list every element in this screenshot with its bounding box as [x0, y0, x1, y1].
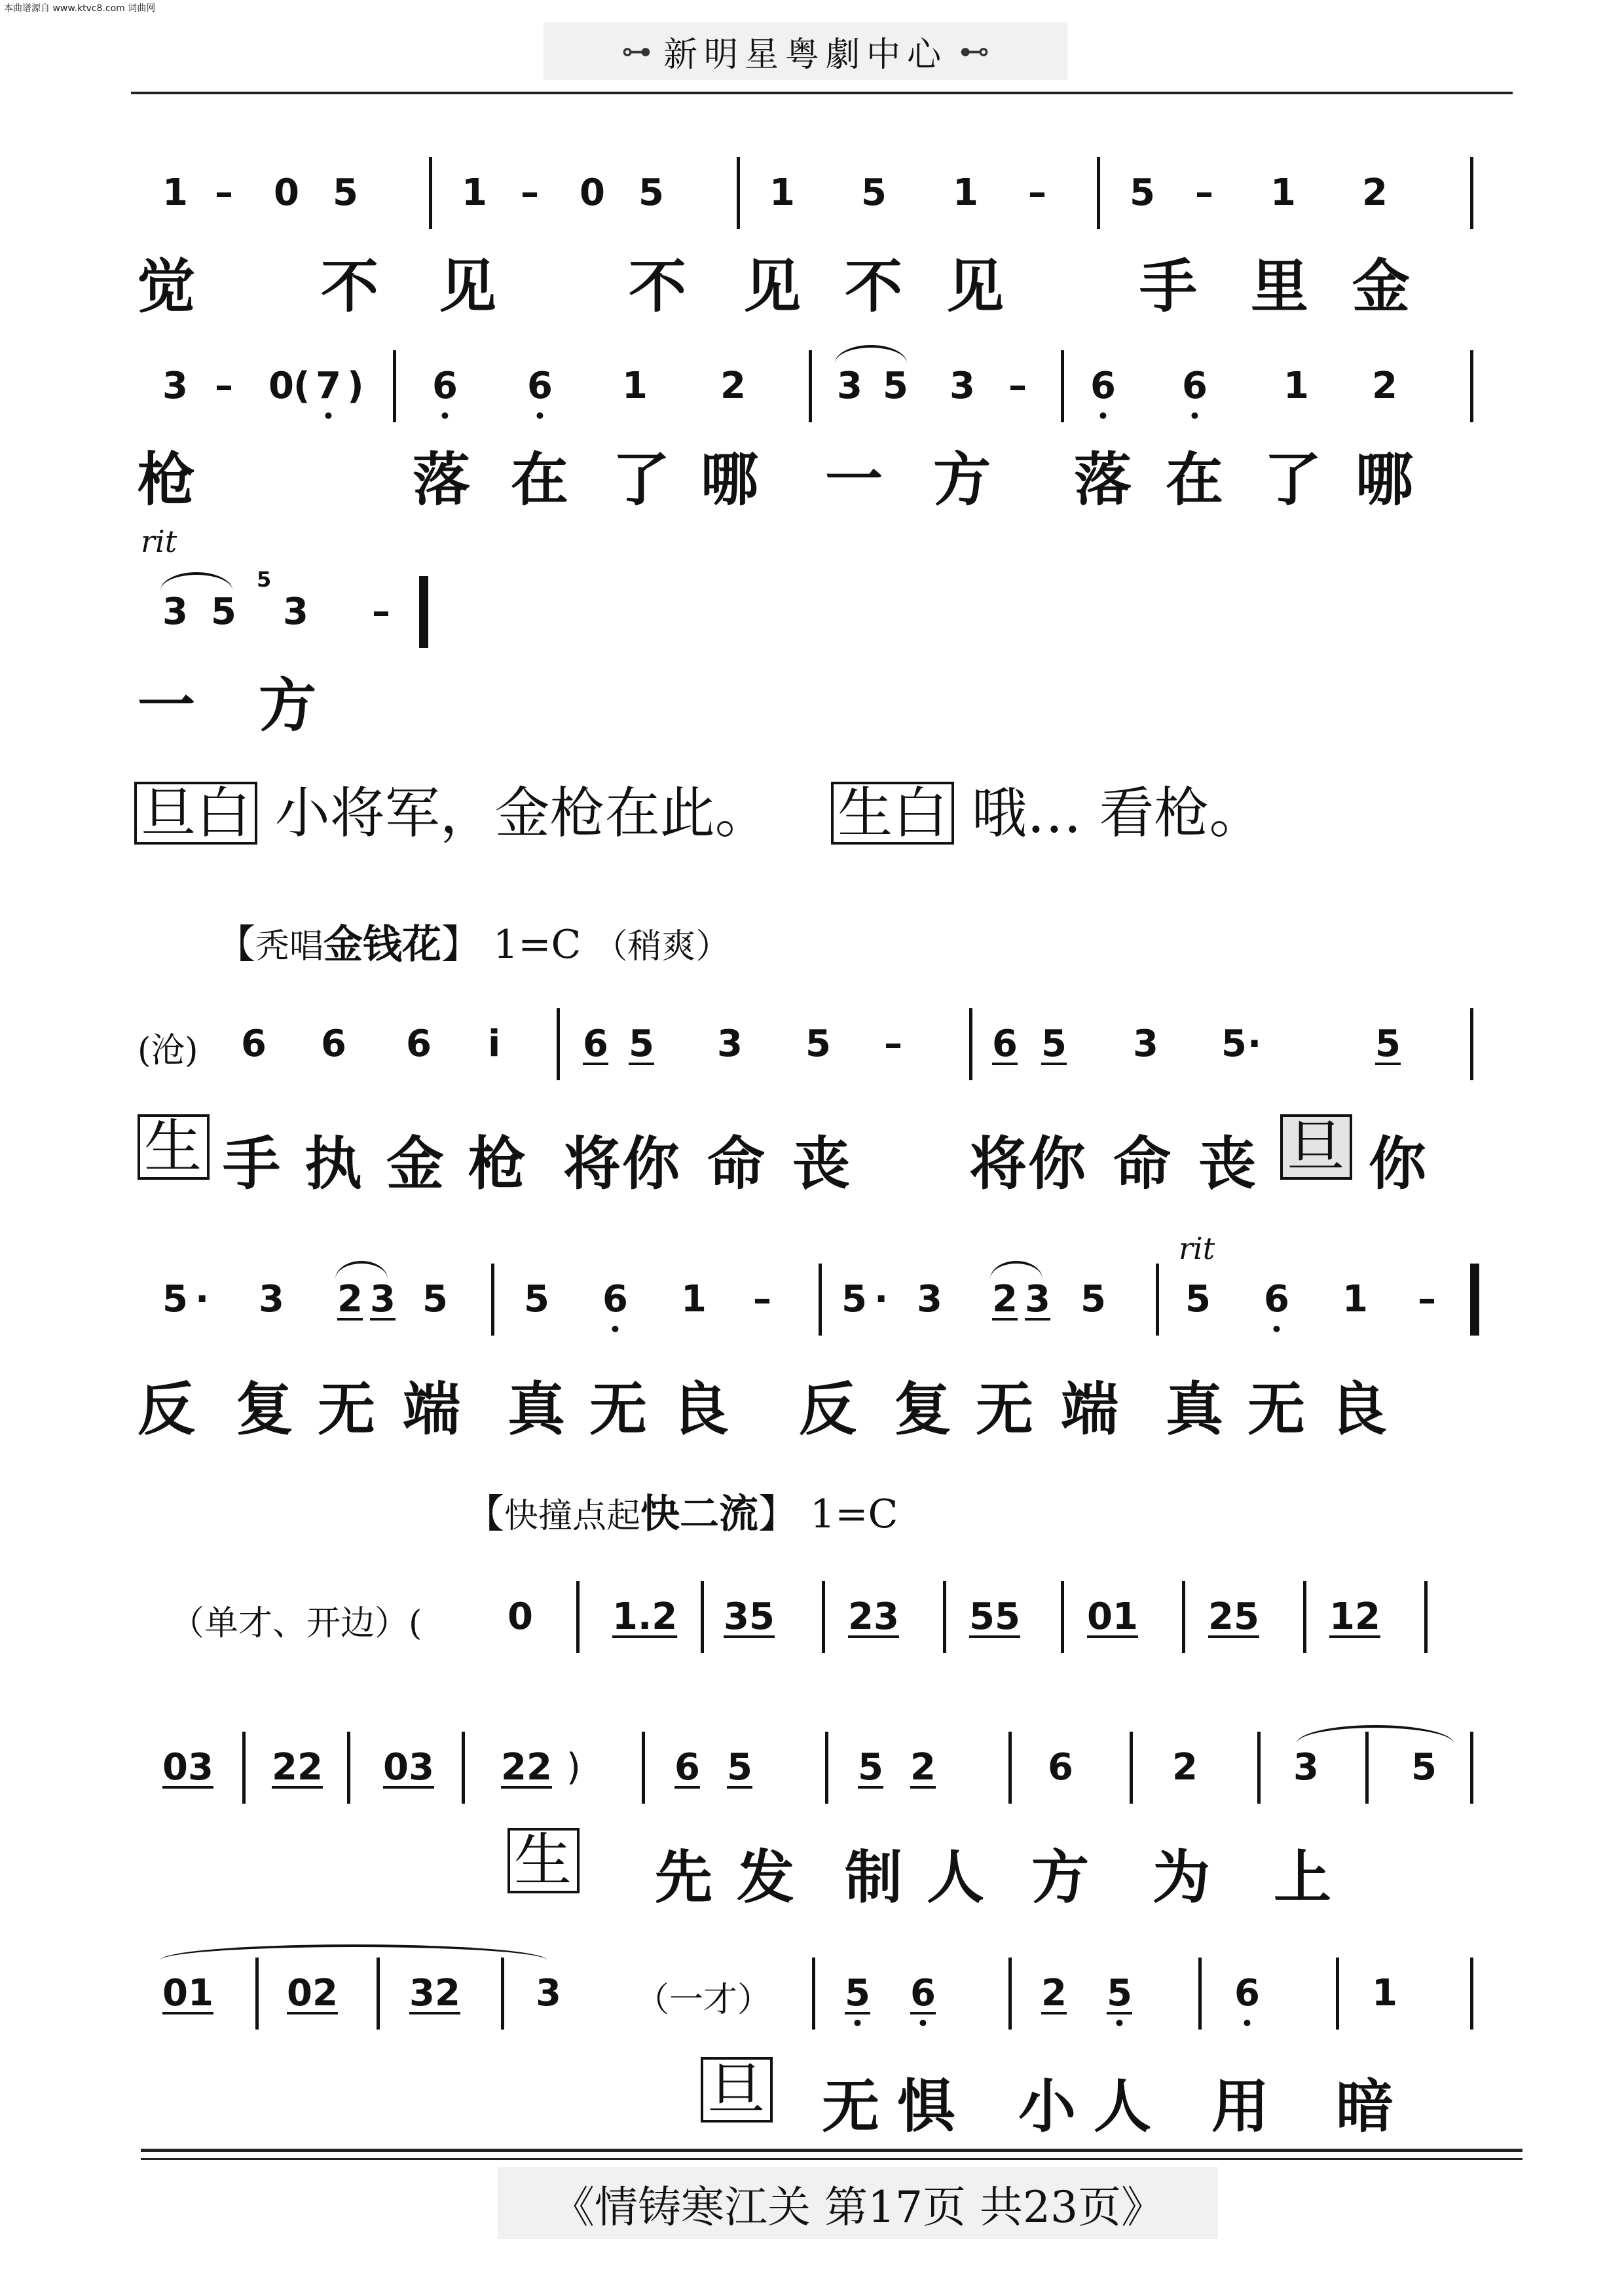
note: 1 [769, 172, 795, 214]
note: 7 • [316, 365, 341, 407]
note: 0 [580, 172, 605, 214]
grace-note: 5 [257, 567, 272, 592]
barline [576, 1581, 580, 1653]
tempo-marking: （稍爽） [593, 927, 730, 966]
lyric: 方 [1031, 1844, 1091, 1911]
lyric: 手 [1139, 253, 1199, 320]
lyric: 良 [1329, 1376, 1389, 1443]
note: – [1028, 172, 1046, 214]
barline [1257, 1732, 1261, 1804]
barline [809, 350, 812, 422]
barline [557, 1008, 560, 1080]
lyric: 里 [1251, 253, 1310, 320]
lyric: 执 [304, 1130, 364, 1197]
slur [990, 1261, 1043, 1279]
heading-prefix: 快撞点起 [504, 1497, 641, 1536]
note: 5 [1080, 1278, 1106, 1321]
note: 3 [837, 365, 862, 407]
slur [160, 1944, 547, 1960]
lyric: 复 [236, 1376, 295, 1443]
role-box: 旦 [701, 2057, 773, 2123]
bracket-close: 】 [441, 922, 481, 968]
barline [1470, 1732, 1473, 1804]
prefix-text: （单才、开边）( [170, 1604, 422, 1643]
notation-row-1 [131, 157, 1513, 229]
slur [160, 572, 232, 591]
note: 5 [422, 1278, 448, 1321]
lyric: 见 [946, 253, 1006, 320]
note: 1 [462, 172, 487, 214]
slur [335, 1261, 388, 1279]
lyric: 不 [629, 253, 688, 320]
note: 5 [1375, 1023, 1401, 1065]
note: 5 [162, 1278, 188, 1321]
barline [1470, 350, 1473, 422]
notation-row-6 [131, 1581, 1513, 1653]
lyric: 一 [138, 672, 197, 739]
lyric: 人 [927, 1844, 986, 1911]
note: 6 • [527, 365, 553, 407]
lyric: 无 [976, 1376, 1035, 1443]
lyric: 枪 [138, 446, 197, 513]
barline [812, 1958, 815, 2030]
note: 3 [370, 1278, 396, 1321]
role-box: 生 [507, 1828, 580, 1893]
note: 0 [274, 172, 299, 214]
note: 2 [1172, 1746, 1198, 1789]
note: ) [347, 365, 364, 407]
lyric: 了 [1264, 446, 1323, 513]
lyric: 金 [1352, 253, 1412, 320]
lyric: 反 [138, 1376, 197, 1443]
note: 5 [841, 1278, 867, 1321]
tune-name: 快二流 [640, 1491, 759, 1537]
note: 6 • [1182, 365, 1208, 407]
lyrics-row-7 [131, 1820, 1513, 1912]
barline [1336, 1958, 1339, 2030]
note: 1.2 [612, 1595, 678, 1638]
note: · [1247, 1023, 1262, 1065]
note: 1 [162, 172, 188, 214]
lyric: 将你 [563, 1130, 682, 1197]
barline [1061, 350, 1064, 422]
role-box: 旦 [1280, 1114, 1352, 1180]
note: 6 • [910, 1972, 936, 2014]
footer-text: 《情铸寒江关 第17页 共23页》 [551, 2181, 1164, 2232]
note: 1 [1372, 1972, 1397, 2014]
barline [822, 1581, 825, 1653]
key-signature: 1=C [810, 1491, 898, 1537]
lyric: 哪 [1356, 446, 1415, 513]
notation-row-2 [131, 350, 1513, 422]
note: 22 [272, 1746, 323, 1789]
barline [1061, 1581, 1064, 1653]
lyric: 复 [894, 1376, 953, 1443]
bracket-open: 【 [465, 1491, 504, 1537]
note: 3 [950, 365, 975, 407]
lyric: 手 [223, 1130, 282, 1197]
paren: ) [566, 1746, 581, 1789]
lyrics-row-5 [131, 1352, 1513, 1444]
lyric: 真 [1166, 1376, 1225, 1443]
notation-row-7 [131, 1732, 1513, 1804]
rit-marking: rit [141, 524, 177, 559]
lyric: 丧 [1198, 1130, 1258, 1197]
barline [642, 1732, 645, 1804]
note: 3 [717, 1023, 743, 1065]
tune-name: 金钱花 [323, 922, 442, 968]
notation-row-5 [131, 1264, 1513, 1336]
lyrics-row-3 [131, 648, 1513, 740]
header-title: 新明星粤劇中心 [663, 35, 948, 75]
dialog-text: 哦… 看枪。 [971, 781, 1264, 845]
note: 01 [162, 1972, 213, 2014]
note: 5 [1185, 1278, 1211, 1321]
lyric: 一 [825, 446, 885, 513]
lyric: 制 [845, 1844, 904, 1911]
note: 6 [1048, 1746, 1073, 1789]
note: · [195, 1278, 210, 1321]
note: – [1195, 172, 1213, 214]
note: – [215, 172, 233, 214]
lyric: 枪 [468, 1130, 528, 1197]
note: 5 [861, 172, 887, 214]
note: 3 [259, 1278, 284, 1321]
lyric: 金 [386, 1130, 446, 1197]
note: – [884, 1023, 902, 1065]
note: 5 [524, 1278, 549, 1321]
lyric: 方 [259, 672, 318, 739]
barline [1303, 1581, 1306, 1653]
barline [429, 157, 432, 229]
key-signature: 1=C [493, 922, 581, 968]
note: 3 [917, 1278, 942, 1321]
note: 6 [241, 1023, 267, 1065]
prefix-text: (沧) [138, 1031, 198, 1070]
note: 12 [1329, 1595, 1380, 1638]
role-box: 生白 [831, 782, 954, 845]
section-heading [465, 1483, 898, 1539]
lyric: 命 [707, 1130, 767, 1197]
note: 25 [1208, 1595, 1259, 1638]
lyric: 无 [1247, 1376, 1307, 1443]
note: 1 [1342, 1278, 1368, 1321]
note: – [1008, 365, 1027, 407]
note: 6 [674, 1746, 700, 1789]
lyric: 将你 [969, 1130, 1088, 1197]
note: 35 [724, 1595, 775, 1638]
barline [701, 1581, 704, 1653]
barline [1470, 1008, 1473, 1080]
lyric: 发 [737, 1844, 796, 1911]
dialog-text: 小将军，金枪在此。 [274, 781, 770, 845]
note: 1 [681, 1278, 707, 1321]
barline [1008, 1958, 1012, 2030]
page-footer [498, 2167, 1218, 2239]
note: 3 [283, 591, 308, 633]
note: 23 [848, 1595, 899, 1638]
barline [1130, 1732, 1133, 1804]
note: 3 [536, 1972, 561, 2014]
note: 02 [287, 1972, 338, 2014]
lyric: 你 [1369, 1130, 1428, 1197]
note: 5 [858, 1746, 883, 1789]
lyric: 觉 [138, 253, 197, 320]
note: 6 [992, 1023, 1018, 1065]
barline [1156, 1264, 1159, 1336]
bracket-open: 【 [216, 922, 255, 968]
note: 6 • [602, 1278, 628, 1321]
note: 55 [969, 1595, 1020, 1638]
lyric: 先 [655, 1844, 714, 1911]
barline [737, 157, 740, 229]
note: – [753, 1278, 771, 1321]
barline [969, 1008, 972, 1080]
watermark: 本曲谱源自 www.ktvc8.com 词曲网 [4, 3, 156, 14]
barline [1365, 1732, 1369, 1804]
barline [825, 1732, 828, 1804]
rit-marking: rit [1179, 1231, 1215, 1266]
lyric: 上 [1274, 1844, 1333, 1911]
note: 3 [162, 591, 188, 633]
notation-row-4 [131, 1008, 1513, 1080]
footer-rule [141, 2158, 1522, 2160]
lyric: 端 [403, 1376, 462, 1443]
lyric: 哪 [701, 446, 760, 513]
barline [462, 1732, 465, 1804]
lyric: 方 [933, 446, 993, 513]
role-box: 旦白 [134, 782, 257, 845]
lyric: 良 [671, 1376, 731, 1443]
note: – [372, 591, 390, 633]
note: 3 [1133, 1023, 1158, 1065]
note: 5 [1041, 1023, 1067, 1065]
slur [835, 345, 907, 363]
note: 2 [720, 365, 746, 407]
barline [255, 1958, 259, 2030]
barline [1182, 1581, 1185, 1653]
note: 5 [333, 172, 358, 214]
note: – [1418, 1278, 1436, 1321]
lyric: 反 [799, 1376, 858, 1443]
note: 2 [910, 1746, 936, 1789]
note: 6 [321, 1023, 346, 1065]
ornament-right-icon: ⊷ [959, 33, 989, 69]
lyrics-row-1 [131, 229, 1513, 321]
note: 6 • [1090, 365, 1116, 407]
lyric: 落 [1074, 446, 1134, 513]
note: 0 [268, 365, 294, 407]
header-rule [131, 92, 1513, 94]
lyric: 丧 [792, 1130, 852, 1197]
barline [1008, 1732, 1012, 1804]
note: – [521, 172, 539, 214]
note: 1 [1283, 365, 1309, 407]
note: 5 [629, 1023, 654, 1065]
note: 2 [1041, 1972, 1067, 2014]
note: 5 [805, 1023, 831, 1065]
note: 6 • [1234, 1972, 1260, 2014]
note: 1 [953, 172, 978, 214]
note: 0 [507, 1595, 533, 1638]
note: 5 [1411, 1746, 1437, 1789]
slur [1297, 1725, 1454, 1743]
lyrics-row-8 [131, 2049, 1513, 2141]
lyrics-row-2 [131, 422, 1513, 514]
page-header [544, 22, 1067, 80]
note: 6 [406, 1023, 432, 1065]
lyric: 见 [743, 253, 803, 320]
note: ( [293, 365, 310, 407]
percussion-cue: （一才） [635, 1980, 772, 2020]
lyric: 了 [612, 446, 672, 513]
lyric: 小 [1018, 2073, 1078, 2140]
barline [491, 1264, 494, 1336]
footer-rule [141, 2149, 1522, 2152]
section-heading [216, 913, 730, 970]
lyric: 在 [1166, 446, 1225, 513]
barline [819, 1264, 822, 1336]
lyric: 端 [1061, 1376, 1120, 1443]
barline [1424, 1581, 1428, 1653]
lyric: 命 [1113, 1130, 1173, 1197]
lyric: 无 [589, 1376, 649, 1443]
lyric: 见 [439, 253, 498, 320]
note: 5 [1130, 172, 1155, 214]
lyric: 真 [507, 1376, 567, 1443]
lyric: 在 [511, 446, 570, 513]
lyric: 暗 [1336, 2073, 1395, 2140]
note: – [215, 365, 233, 407]
note: 2 [1372, 365, 1397, 407]
final-barline [419, 576, 428, 648]
barline [393, 350, 396, 422]
note: 3 [1293, 1746, 1319, 1789]
barline [347, 1732, 350, 1804]
barline [377, 1958, 380, 2030]
note: 5 [1221, 1023, 1247, 1065]
note: 5 [727, 1746, 752, 1789]
note: 3 [162, 365, 188, 407]
note: 5 • [1107, 1972, 1132, 2014]
dialog-line [134, 769, 1264, 848]
note: 2 [1362, 172, 1388, 214]
note: · [874, 1278, 889, 1321]
lyric: 不 [321, 253, 380, 320]
note: 6 • [432, 365, 458, 407]
note: 5 [211, 591, 236, 633]
barline [943, 1581, 946, 1653]
note: 03 [162, 1746, 213, 1789]
lyric: 无 [318, 1376, 377, 1443]
note: 01 [1087, 1595, 1138, 1638]
lyric: 落 [413, 446, 472, 513]
lyric: 人 [1094, 2073, 1153, 2140]
lyric: 用 [1211, 2073, 1271, 2140]
bracket-close: 】 [758, 1491, 798, 1537]
note: 5 • [845, 1972, 870, 2014]
note: 6 [583, 1023, 608, 1065]
heading-prefix: 秃唱 [255, 927, 324, 966]
lyric: 不 [845, 253, 904, 320]
note: 03 [383, 1746, 434, 1789]
final-barline [1470, 1264, 1479, 1336]
ornament-left-icon: ⊶ [621, 33, 652, 69]
barline [1198, 1958, 1202, 2030]
note: 5 [638, 172, 664, 214]
lyrics-row-4 [131, 1106, 1513, 1198]
barline [1470, 1958, 1473, 2030]
barline [242, 1732, 246, 1804]
role-box: 生 [138, 1114, 210, 1180]
note: 5 [883, 365, 908, 407]
note: 3 [1025, 1278, 1050, 1321]
note: 22 [501, 1746, 552, 1789]
note: 1 [622, 365, 648, 407]
barline [1470, 157, 1473, 229]
barline [1097, 157, 1100, 229]
note: 2 [992, 1278, 1018, 1321]
notation-row-3 [131, 567, 1513, 648]
lyric: 惧 [897, 2073, 957, 2140]
note: 6 • [1264, 1278, 1289, 1321]
lyric: 为 [1153, 1844, 1212, 1911]
note: 1 [1270, 172, 1296, 214]
note: 32 [409, 1972, 460, 2014]
note: i [488, 1023, 501, 1065]
notation-row-8 [131, 1958, 1513, 2030]
barline [501, 1958, 504, 2030]
lyric: 无 [822, 2073, 881, 2140]
note: 2 [337, 1278, 363, 1321]
